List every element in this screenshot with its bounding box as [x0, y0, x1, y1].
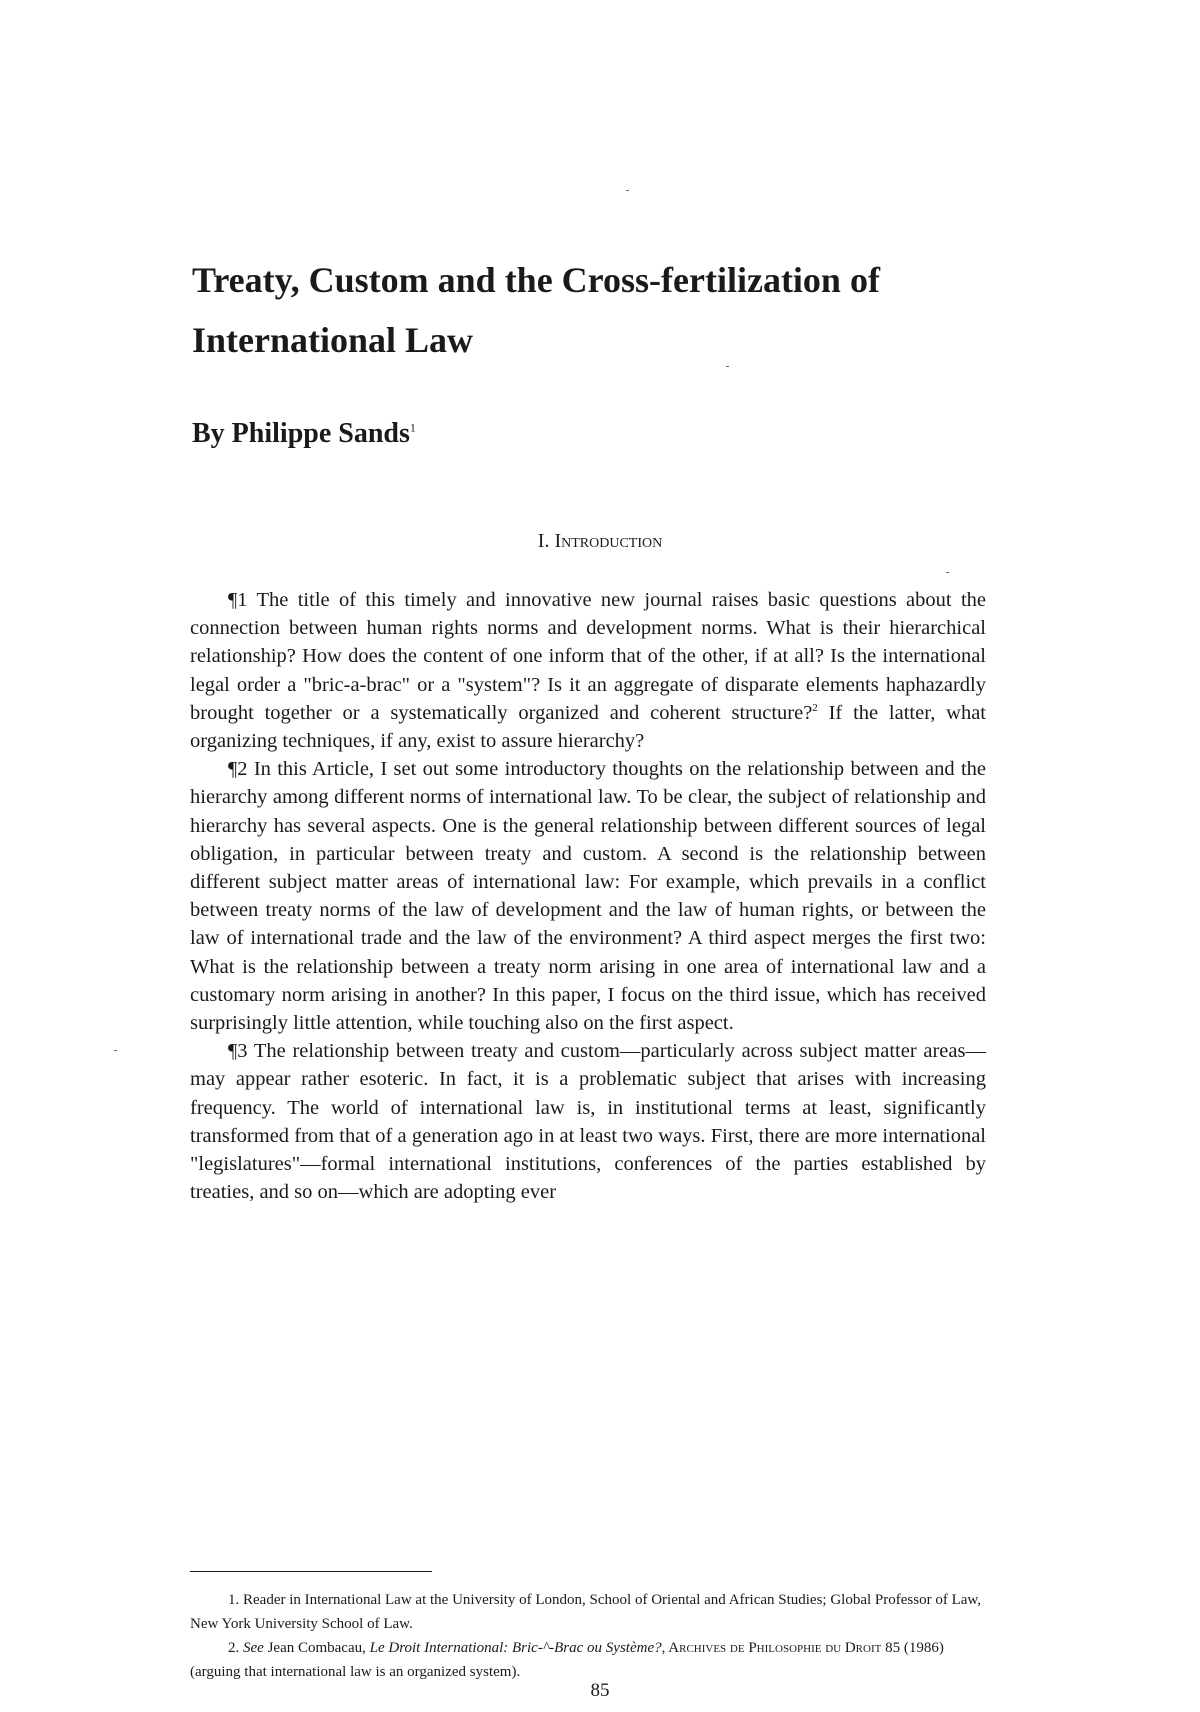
footnote-2-signal: See	[243, 1640, 264, 1656]
scan-speck	[114, 1050, 117, 1051]
author-byline	[192, 418, 416, 450]
footnotes	[190, 1588, 986, 1684]
footnote-2-journal: , Archives de Philosophie du Droit	[661, 1640, 882, 1656]
footnote-2	[190, 1636, 986, 1684]
paragraph-2: ¶2 In this Article, I set out some introductory thoughts on the relationship between and the hierarchy among different norms of international law. To be clear, the subject of relationship and hierarchy has several aspects. One is the general relationship between different sources of legal obligation, in particular between treaty and custom. A second is the relationship between different subject matter areas of international law: For example, which prevails in a conflict between treaty norms of the law of development and the law of human rights, or between the law of international trade and the law of the environment? A third aspect merges the first two: What is the relationship between a treaty norm arising in one area of international law and a customary norm arising in another? In this paper, I focus on the third issue, which has received surprisingly little attention, while touching also on the first aspect.	[190, 758, 986, 1035]
section-numeral: I.	[537, 530, 555, 552]
footnote-1: 1. Reader in International Law at the University of London, School of Oriental and African Studies; Global Professor of Law, New York University School of Law.	[190, 1592, 982, 1632]
page-number: 85	[590, 1680, 610, 1701]
footnote-2-work: Le Droit International: Bric-^-Brac ou Système?	[369, 1640, 662, 1656]
footnote-2-mark: 2	[812, 701, 818, 714]
author-footnote-mark: 1	[409, 420, 416, 435]
article-body	[190, 586, 986, 1206]
author-name: By Philippe Sands	[192, 418, 410, 449]
section-title: Introduction	[554, 530, 663, 552]
section-heading	[0, 530, 1200, 553]
article-title: Treaty, Custom and the Cross-fertilization of International Law	[192, 260, 880, 360]
footnote-2-number: 2.	[228, 1640, 243, 1656]
footnote-divider	[190, 1571, 432, 1572]
paragraph-1-text: ¶1 The title of this timely and innovative new journal raises basic questions about the connection between human rights norms and development norms. What is their hierarchical relationship? How does the content of one inform that of the other, if at all? Is the international legal order a "bric-a-brac" or a "system"? Is it an aggregate of disparate elements haphazardly brought together or a systematically organized and coherent structure?	[190, 589, 986, 724]
paragraph-3: ¶3 The relationship between treaty and custom—particularly across subject matter areas— may appear rather esoteric. In fact, it is a problematic subject that arises with increasing frequency. The world of international law is, in institutional terms at least, significantly transformed from that of a generation ago in at least two ways. First, there are more international "legislatures"—formal international institutions, conferences of the parties established by treaties, and so on—which are adopting ever	[190, 1040, 986, 1204]
scan-speck	[946, 572, 949, 573]
footnote-2-rest: 85 (1986) (arguing that international law is an organized system).	[190, 1640, 944, 1680]
paragraph-1	[190, 586, 986, 755]
paragraph-1-tail: If the latter, what organizing techniques, if any, exist to assure hierarchy?	[190, 701, 986, 753]
scan-speck	[626, 190, 629, 191]
footnote-2-author: Jean Combacau,	[263, 1640, 370, 1656]
